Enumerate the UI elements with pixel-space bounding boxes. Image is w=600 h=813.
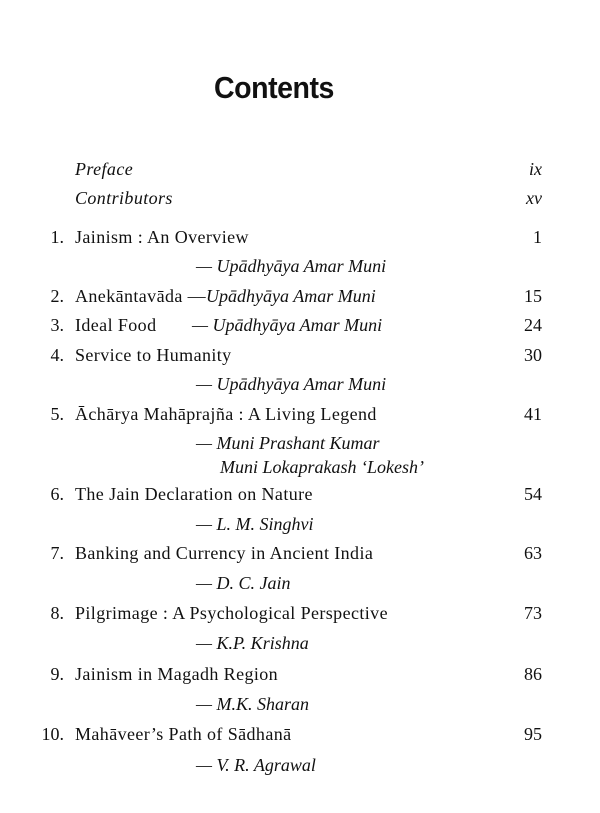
entry-page: 54 bbox=[524, 484, 542, 504]
entry-number: 5. bbox=[50, 404, 64, 424]
entry-title: Preface bbox=[75, 159, 134, 179]
entry-page: 41 bbox=[524, 404, 542, 424]
entry-title: Āchārya Mahāprajña : A Living Legend bbox=[75, 404, 377, 424]
entry-page: 15 bbox=[524, 286, 542, 306]
entry-number: 1. bbox=[50, 227, 64, 247]
entry-number: 10. bbox=[41, 724, 64, 744]
entry-page: 63 bbox=[524, 543, 542, 563]
entry-title: Banking and Currency in Ancient India bbox=[75, 543, 374, 563]
entry-number: 9. bbox=[50, 664, 64, 684]
entry-title: Jainism : An Overview bbox=[75, 227, 249, 247]
entry-title: Service to Humanity bbox=[75, 345, 232, 365]
entry-number: 4. bbox=[50, 345, 64, 365]
entry-page: 73 bbox=[524, 603, 542, 623]
entry-number: 6. bbox=[50, 484, 64, 504]
entry-title: Jainism in Magadh Region bbox=[75, 664, 279, 684]
entry-number: 7. bbox=[50, 543, 64, 563]
entry-page: 95 bbox=[524, 724, 542, 744]
entry-number: 2. bbox=[50, 286, 64, 306]
entry-page: xv bbox=[526, 188, 542, 208]
entry-title: Mahāveer’s Path of Sādhanā bbox=[75, 724, 292, 744]
entry-inline-author: — Upādhyāya Amar Muni bbox=[192, 315, 383, 335]
entry-page: ix bbox=[529, 159, 542, 179]
entry-title: The Jain Declaration on Nature bbox=[75, 484, 313, 504]
entry-page: 1 bbox=[533, 227, 542, 247]
entry-number: 3. bbox=[50, 315, 64, 335]
entry-title: Ideal Food bbox=[75, 315, 157, 335]
entry-number: 8. bbox=[50, 603, 64, 623]
page-title: Contents bbox=[214, 70, 334, 105]
entry-title: Pilgrimage : A Psychological Perspective bbox=[75, 603, 388, 623]
entry-page: 30 bbox=[524, 345, 542, 365]
entry-title: Contributors bbox=[75, 188, 173, 208]
entry-page: 24 bbox=[524, 315, 542, 335]
entry-inline-author: Upādhyāya Amar Muni bbox=[206, 286, 376, 306]
entry-page: 86 bbox=[524, 664, 542, 684]
entry-title: Anekāntavāda — bbox=[75, 286, 207, 306]
